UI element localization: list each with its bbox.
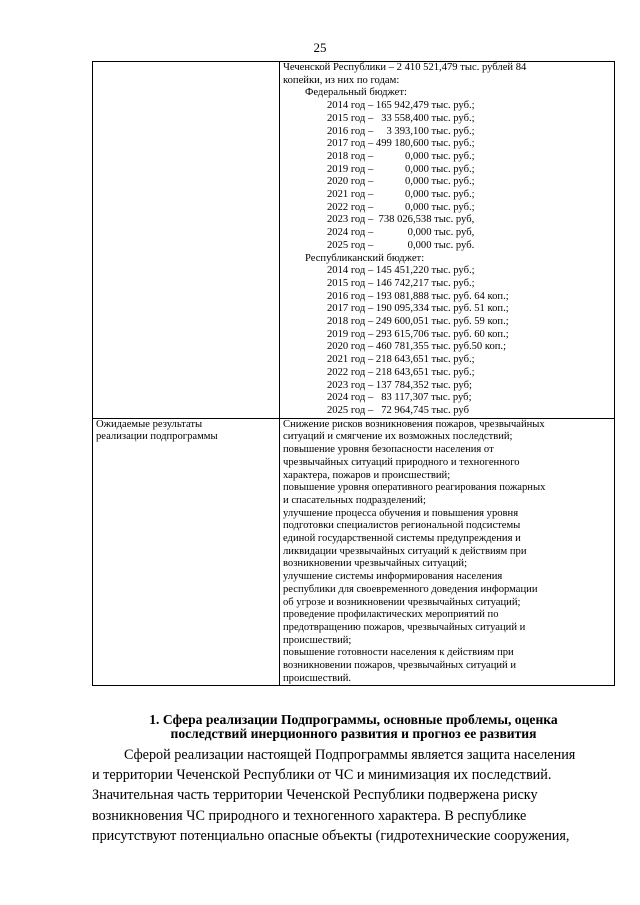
federal-budget-line: 2024 год – 0,000 тыс. руб, <box>327 227 475 239</box>
expected-results-line: проведение профилактических мероприятий по <box>283 609 499 621</box>
section-heading-line: 1. Сфера реализации Подпрограммы, основные проблемы, оценка <box>149 712 558 727</box>
expected-results-value-cell <box>280 418 615 686</box>
republic-budget-line: 2021 год – 218 643,651 тыс. руб.; <box>327 354 475 366</box>
federal-budget-line: 2025 год – 0,000 тыс. руб. <box>327 239 475 251</box>
funding-value-cell <box>280 62 615 419</box>
expected-results-line: ликвидации чрезвычайных ситуаций к действиям при <box>283 545 527 557</box>
table-row-funding <box>93 62 615 419</box>
federal-budget-line: 2014 год – 165 942,479 тыс. руб.; <box>327 100 475 112</box>
expected-results-line: возникновении пожаров, чрезвычайных ситуаций и <box>283 660 517 672</box>
expected-results-line: подготовки специалистов региональной подсистемы <box>283 520 521 532</box>
expected-results-line: улучшение системы информирования населения <box>283 571 503 583</box>
expected-results-label-line: реализации подпрограммы <box>96 431 218 443</box>
federal-budget-line: 2022 год – 0,000 тыс. руб.; <box>327 201 475 213</box>
federal-budget-list <box>283 100 611 252</box>
republic-budget-line: 2015 год – 146 742,217 тыс. руб.; <box>327 277 475 289</box>
republic-budget-line: 2017 год – 190 095,334 тыс. руб. 51 коп.; <box>327 303 509 315</box>
body-paragraph <box>92 745 615 846</box>
expected-results-line: повышение уровня безопасности населения от <box>283 444 494 456</box>
paragraph-line: Значительная часть территории Чеченской Республики подвержена риску <box>92 787 538 804</box>
republic-budget-line: 2018 год – 249 600,051 тыс. руб. 59 коп.; <box>327 316 509 328</box>
federal-budget-title: Федеральный бюджет: <box>305 87 407 99</box>
paragraph-line: возникновения ЧС природного и техногенного характера. В республике <box>92 807 527 824</box>
paragraph-line: присутствуют потенциально опасные объекты (гидротехнические сооружения, <box>92 827 570 844</box>
expected-results-line: республики для своевременного доведения информации <box>283 583 538 595</box>
expected-results-line: об угрозе и возникновении чрезвычайных ситуаций; <box>283 596 521 608</box>
section-heading-line: последствий инерционного развития и прогноз ее развития <box>170 726 537 741</box>
paragraph-line: и территории Чеченской Республики от ЧС и минимизация их последствий. <box>92 767 552 784</box>
expected-results-line: единой государственной системы предупреждения и <box>283 533 521 545</box>
republic-budget-line: 2019 год – 293 615,706 тыс. руб. 60 коп.; <box>327 328 509 340</box>
expected-results-line: предотвращению пожаров, чрезвычайных ситуаций и <box>283 621 526 633</box>
paragraph-first-line: Сферой реализации настоящей Подпрограммы является защита населения <box>124 747 576 763</box>
federal-budget-line: 2023 год – 738 026,538 тыс. руб, <box>327 214 475 226</box>
republic-budget-line: 2024 год – 83 117,307 тыс. руб; <box>327 392 472 404</box>
expected-results-line: и спасательных подразделений; <box>283 494 426 506</box>
federal-budget-line: 2016 год – 3 393,100 тыс. руб.; <box>327 125 475 137</box>
republic-budget-list <box>283 265 611 417</box>
expected-results-line: характера, пожаров и происшествий; <box>283 469 451 481</box>
republic-budget-line: 2016 год – 193 081,888 тыс. руб. 64 коп.; <box>327 290 509 302</box>
expected-results-line: повышение готовности населения к действиям при <box>283 647 514 659</box>
paragraph-lines <box>92 765 615 846</box>
funding-intro-line: копейки, из них по годам: <box>283 74 400 86</box>
expected-results-label-line: Ожидаемые результаты <box>96 418 203 430</box>
federal-budget-line: 2017 год – 499 180,600 тыс. руб.; <box>327 138 475 150</box>
federal-budget-line: 2019 год – 0,000 тыс. руб.; <box>327 163 475 175</box>
republic-budget-line: 2014 год – 145 451,220 тыс. руб.; <box>327 265 475 277</box>
section-heading <box>92 713 615 741</box>
expected-results-label-cell <box>93 418 280 686</box>
page-number: 25 <box>313 40 327 55</box>
expected-results-line: чрезвычайных ситуаций природного и техногенного <box>283 456 520 468</box>
expected-results-line: Снижение рисков возникновения пожаров, чрезвычайных <box>283 418 545 430</box>
expected-results-line: повышение уровня оперативного реагирования пожарных <box>283 482 546 494</box>
funding-intro-line: Чеченской Республики – 2 410 521,479 тыс. рублей 84 <box>283 62 527 73</box>
expected-results-line: улучшение процесса обучения и повышения уровня <box>283 507 519 519</box>
republic-budget-line: 2022 год – 218 643,651 тыс. руб.; <box>327 366 475 378</box>
expected-results-line: происшествий. <box>283 672 352 684</box>
republic-budget-title: Республиканский бюджет: <box>305 252 425 264</box>
funding-intro <box>283 62 611 87</box>
federal-budget-line: 2020 год – 0,000 тыс. руб.; <box>327 176 475 188</box>
expected-results-line: происшествий; <box>283 634 352 646</box>
program-passport-table <box>92 61 615 686</box>
funding-label-cell <box>93 62 280 419</box>
republic-budget-line: 2023 год – 137 784,352 тыс. руб; <box>327 379 472 391</box>
federal-budget-line: 2021 год – 0,000 тыс. руб.; <box>327 189 475 201</box>
table-row-expected-results <box>93 418 615 686</box>
federal-budget-line: 2018 год – 0,000 тыс. руб.; <box>327 150 475 162</box>
federal-budget-line: 2015 год – 33 558,400 тыс. руб.; <box>327 112 475 124</box>
republic-budget-line: 2025 год – 72 964,745 тыс. руб <box>327 404 469 416</box>
expected-results-line: ситуаций и смягчение их возможных последствий; <box>283 431 513 443</box>
republic-budget-line: 2020 год – 460 781,355 тыс. руб.50 коп.; <box>327 341 507 353</box>
expected-results-line: возникновении чрезвычайных ситуаций; <box>283 558 468 570</box>
